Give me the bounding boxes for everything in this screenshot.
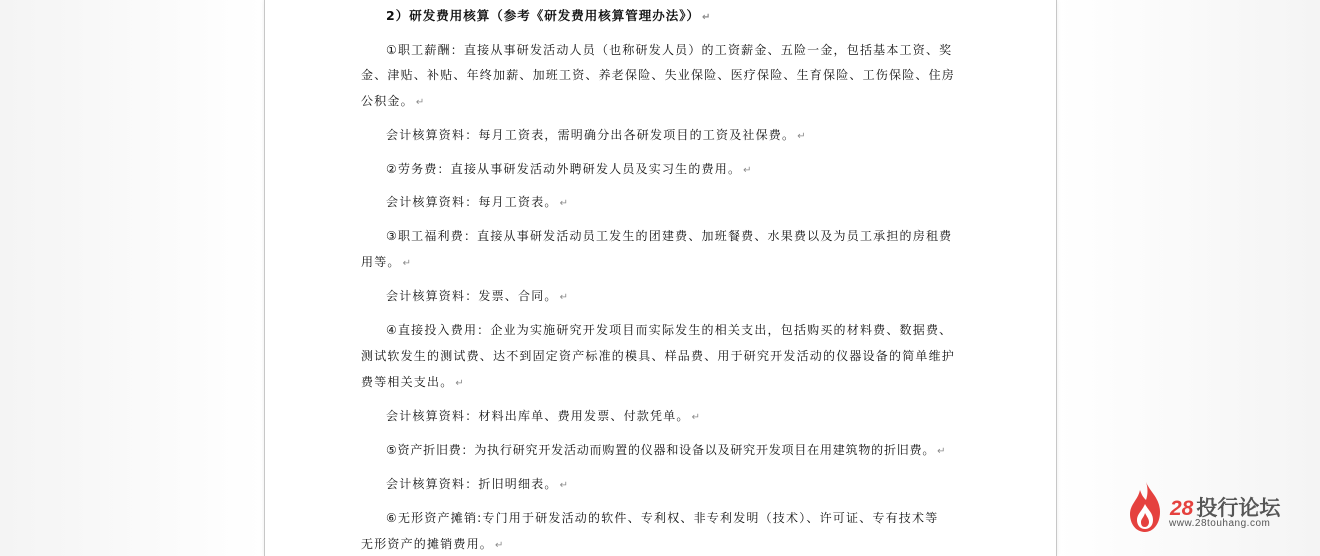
paragraph-mark: ↵ bbox=[691, 412, 700, 423]
paragraph-line: 会计核算资料：每月工资表，需明确分出各研发项目的工资及社保费。 ↵ bbox=[386, 128, 806, 142]
paragraph-line: ③职工福利费：直接从事研发活动员工发生的团建费、加班餐费、水果费以及为员工承担的房租费 bbox=[386, 229, 953, 243]
forum-title: 投行论坛 bbox=[1196, 497, 1281, 520]
paragraph-mark: ↵ bbox=[455, 378, 464, 389]
forum-url: www.28touhang.com bbox=[1169, 518, 1271, 529]
paragraph-line: ②劳务费：直接从事研发活动外聘研发人员及实习生的费用。 ↵ bbox=[386, 162, 752, 176]
paragraph-line: 会计核算资料：材料出库单、费用发票、付款凭单。 ↵ bbox=[386, 409, 700, 423]
paragraph-mark: ↵ bbox=[495, 540, 504, 551]
paragraph-line: ④直接投入费用：企业为实施研究开发项目而实际发生的相关支出，包括购买的材料费、数据费、 bbox=[386, 323, 953, 337]
paragraph-mark: ↵ bbox=[559, 198, 568, 209]
forum-watermark-logo bbox=[1124, 480, 1314, 536]
paragraph-line: 无形资产的摊销费用。 ↵ bbox=[361, 537, 504, 551]
paragraph-mark: ↵ bbox=[559, 480, 568, 491]
document-page bbox=[264, 0, 1057, 556]
paragraph-mark: ↵ bbox=[559, 292, 568, 303]
paragraph-mark: ↵ bbox=[797, 131, 806, 142]
paragraph-line: 金、津贴、补贴、年终加薪、加班工资、养老保险、失业保险、医疗保险、生育保险、工伤保险、住房 bbox=[361, 68, 956, 82]
forum-number: 28 bbox=[1170, 497, 1194, 520]
paragraph-line: ①职工薪酬：直接从事研发活动人员（也称研发人员）的工资薪金、五险一金，包括基本工资、奖 bbox=[386, 43, 953, 57]
paragraph-line: 会计核算资料：发票、合同。 ↵ bbox=[386, 289, 568, 303]
flame-icon bbox=[1126, 480, 1166, 534]
paragraph-line: 会计核算资料：折旧明细表。 ↵ bbox=[386, 477, 568, 491]
paragraph-line: 费等相关支出。 ↵ bbox=[361, 375, 464, 389]
paragraph-mark: ↵ bbox=[415, 97, 425, 108]
paragraph-mark: ↵ bbox=[402, 258, 411, 269]
paragraph-line: ⑤资产折旧费：为执行研究开发活动而购置的仪器和设备以及研究开发项目在用建筑物的折旧费。 ↵ bbox=[386, 443, 946, 457]
paragraph-line: 公积金。 ↵ bbox=[361, 94, 425, 108]
paragraph-line: 会计核算资料：每月工资表。 ↵ bbox=[386, 195, 568, 209]
paragraph-line: ⑥无形资产摊销:专门用于研发活动的软件、专利权、非专利发明（技术）、许可证、专有技术等 bbox=[386, 511, 939, 525]
paragraph-line: 测试软发生的测试费、达不到固定资产标准的模具、样品费、用于研究开发活动的仪器设备的简单维护 bbox=[361, 349, 956, 363]
paragraph-mark: ↵ bbox=[937, 446, 946, 457]
section-heading: 2）研发费用核算（参考《研发费用核算管理办法》） ↵ bbox=[386, 8, 711, 23]
paragraph-mark: ↵ bbox=[743, 165, 752, 176]
paragraph-mark: ↵ bbox=[701, 12, 711, 23]
paragraph-line: 用等。 ↵ bbox=[361, 255, 411, 269]
